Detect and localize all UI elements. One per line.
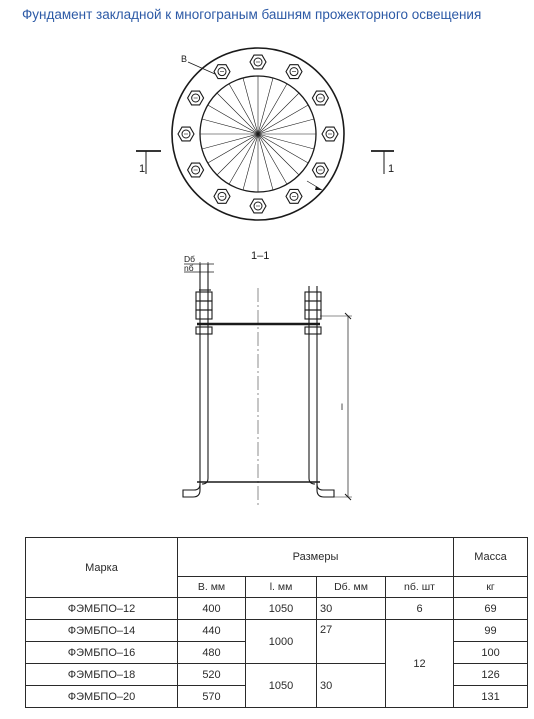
- radial-line: [229, 84, 258, 134]
- bolt-hole: [188, 91, 204, 105]
- cell-db: 30: [317, 598, 386, 620]
- radial-line: [258, 134, 273, 190]
- section-mark-right-label: 1: [388, 163, 395, 175]
- radial-line: [258, 134, 314, 149]
- header-b: B. мм: [178, 577, 246, 598]
- cell-b: 400: [178, 598, 246, 620]
- radial-line: [229, 134, 258, 184]
- table-row: [26, 598, 528, 620]
- radial-line: [208, 134, 258, 163]
- cell-db: 27: [317, 620, 386, 664]
- radial-line: [258, 119, 314, 134]
- cell-b: 480: [178, 642, 246, 664]
- cell-l: 1000: [246, 620, 317, 664]
- bolt-hole: [322, 127, 338, 141]
- radial-line: [258, 134, 308, 163]
- header-kg: кг: [454, 577, 528, 598]
- cell-mark: ФЭМБПО–14: [26, 620, 178, 642]
- cell-b: 440: [178, 620, 246, 642]
- radial-line: [243, 78, 258, 134]
- cell-mass: 69: [454, 598, 528, 620]
- cell-l: 1050: [246, 664, 317, 708]
- cell-l: 1050: [246, 598, 317, 620]
- left-anchor-bolt: [183, 264, 212, 497]
- header-dimensions: Размеры: [178, 538, 454, 577]
- section-title: 1–1: [251, 250, 270, 262]
- cell-mark: ФЭМБПО–16: [26, 642, 178, 664]
- header-db: Dб. мм: [317, 577, 386, 598]
- bolt-hole: [286, 189, 302, 203]
- radial-line: [258, 84, 287, 134]
- bolt-hole: [286, 65, 302, 79]
- radial-line: [258, 93, 299, 134]
- nb-label: nб: [184, 263, 194, 273]
- cell-nb: 6: [386, 598, 454, 620]
- radial-line: [258, 105, 308, 134]
- l-label: l: [341, 402, 343, 412]
- bolt-hole: [312, 91, 328, 105]
- cell-mass: 99: [454, 620, 528, 642]
- db-label: Dб: [184, 254, 196, 264]
- cell-nb: 12: [386, 620, 454, 708]
- bolt-hole: [178, 127, 194, 141]
- page-title: Фундамент закладной к многограным башням прожекторного освещения: [22, 7, 482, 22]
- header-nb: nб. шт: [386, 577, 454, 598]
- header-l: l. мм: [246, 577, 317, 598]
- cell-mark: ФЭМБПО–12: [26, 598, 178, 620]
- table-row: [26, 620, 528, 642]
- cell-mark: ФЭМБПО–18: [26, 664, 178, 686]
- radial-line: [217, 134, 258, 175]
- plan-view: [136, 48, 394, 220]
- cell-mark: ФЭМБПО–20: [26, 686, 178, 708]
- header-mass: Масса: [454, 538, 528, 577]
- bolt-hole: [312, 163, 328, 177]
- radial-line: [217, 93, 258, 134]
- section-mark-left-label: 1: [139, 163, 146, 175]
- header-mark: Марка: [26, 538, 178, 598]
- radial-line: [202, 119, 258, 134]
- bolt-hole: [250, 199, 266, 213]
- section-view: [183, 262, 352, 508]
- cell-b: 570: [178, 686, 246, 708]
- dimension-b-label: B: [181, 54, 188, 64]
- radial-line: [202, 134, 258, 149]
- radial-lines: [200, 76, 316, 192]
- right-anchor-bolt: [305, 286, 334, 497]
- radial-line: [243, 134, 258, 190]
- specification-table: [25, 537, 528, 708]
- radial-line: [208, 105, 258, 134]
- cell-b: 520: [178, 664, 246, 686]
- dimension-b-leader: [188, 62, 215, 74]
- bolt-hole: [214, 189, 230, 203]
- radial-line: [258, 134, 299, 175]
- bolt-hole: [250, 55, 266, 69]
- cell-mass: 100: [454, 642, 528, 664]
- cell-db: 30: [317, 664, 386, 708]
- radial-line: [258, 78, 273, 134]
- cell-mass: 126: [454, 664, 528, 686]
- cell-mass: 131: [454, 686, 528, 708]
- bolt-hole: [188, 163, 204, 177]
- radial-line: [258, 134, 287, 184]
- bolt-hole: [214, 65, 230, 79]
